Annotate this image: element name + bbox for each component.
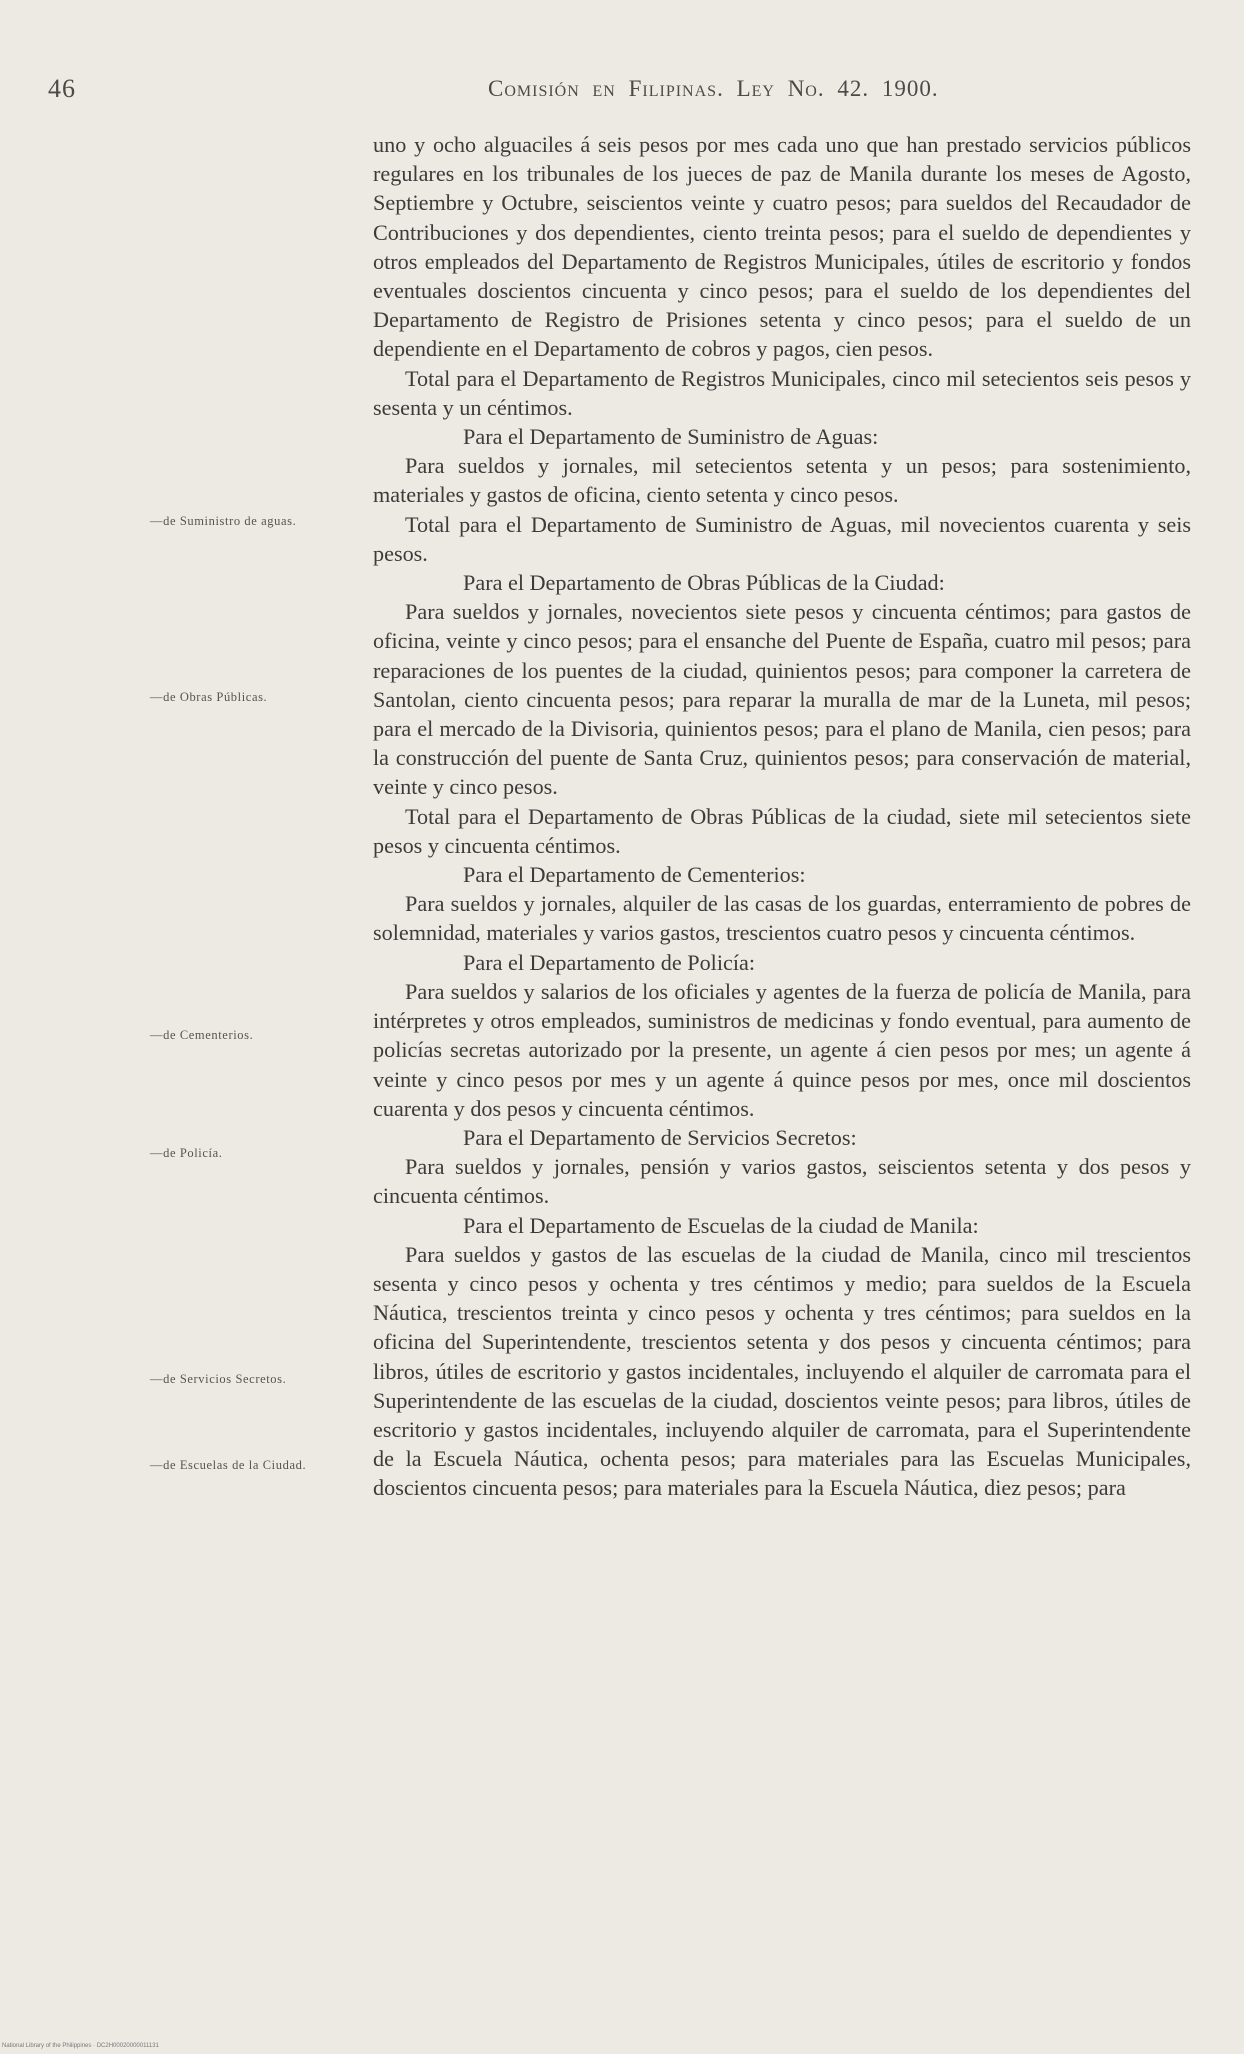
section-heading-escuelas: Para el Departamento de Escuelas de la ciudad de Manila:	[463, 1212, 979, 1238]
page-header	[48, 72, 1078, 112]
margin-note-cementerios: —de Cementerios.	[150, 1028, 254, 1042]
paragraph-total-registros: Total para el Departamento de Registros Municipales, cinco mil setecientos seis pesos y sesenta y un céntimos.	[373, 365, 1191, 420]
paragraph-continuation: uno y ocho alguaciles á seis pesos por mes cada uno que han prestado servicios públicos regulares en los tribunales de los jueces de paz de Manila durante los meses de Agosto, Septiembre y Octubre, seiscientos veinte y cuatro pesos; para sueldos del Recaudador de Contribuciones y dos dependientes, ciento treinta pesos; para el sueldo de dependientes y otros empleados del Departamento de Registros Municipales, útiles de escritorio y fondos eventuales doscientos cincuenta y cinco pesos; para el sueldo de los dependientes del Departamento de Registro de Prisiones setenta y cinco pesos; para el sueldo de un dependiente en el Departamento de cobros y pagos, cien pesos.	[373, 132, 1191, 362]
paragraph-total-aguas: Total para el Departamento de Suministro de Aguas, mil novecientos cuarenta y seis pesos.	[373, 511, 1191, 566]
margin-note-aguas: —de Suministro de aguas.	[150, 514, 297, 528]
running-head: Comisión en Filipinas. Ley No. 42. 1900.	[488, 76, 939, 101]
margin-note-servicios: —de Servicios Secretos.	[150, 1372, 287, 1386]
section-heading-policia: Para el Departamento de Policía:	[463, 949, 756, 975]
section-heading-cementerios: Para el Departamento de Cementerios:	[463, 862, 806, 888]
paragraph-cementerios: Para sueldos y jornales, alquiler de las casas de los guardas, enterramiento de pobres de solemnidad, materiales y varios gastos, trescientos cuatro pesos y cincuenta céntimos.	[373, 891, 1191, 946]
margin-note-policia: —de Policía.	[150, 1146, 223, 1160]
paragraph-escuelas: Para sueldos y gastos de las escuelas de la ciudad de Manila, cinco mil trescientos sesenta y cinco pesos y ochenta y tres céntimos y medio; para sueldos de la Escuela Náutica, trescientos treinta y cinco pesos y ochenta y tres céntimos; para sueldos en la oficina del Superintendente, trescientos setenta y dos pesos y cincuenta céntimos; para libros, útiles de escritorio y gastos incidentales, incluyendo el alquiler de carromata para el Superintendente de las escuelas de la ciudad, doscientos veinte pesos; para libros, útiles de escritorio y gastos incidentales, incluyendo alquiler de carromata, para el Superintendente de la Escuela Náutica, ochenta pesos; para materiales para las Escuelas Municipales, doscientos cincuenta pesos; para materiales para la Escuela Náutica, diez pesos; para	[373, 1241, 1191, 1501]
paragraph-servicios: Para sueldos y jornales, pensión y varios gastos, seiscientos setenta y dos pesos y cincuenta céntimos.	[373, 1154, 1191, 1209]
section-heading-aguas: Para el Departamento de Suministro de Aguas:	[463, 424, 879, 450]
section-heading-obras: Para el Departamento de Obras Públicas de la Ciudad:	[463, 570, 945, 596]
paragraph-aguas: Para sueldos y jornales, mil setecientos setenta y un pesos; para sostenimiento, materiales y gastos de oficina, ciento setenta y cinco pesos.	[373, 453, 1191, 508]
paragraph-policia: Para sueldos y salarios de los oficiales y agentes de la fuerza de policía de Manila, para intérpretes y otros empleados, suministros de medicinas y fondo eventual, para aumento de policías secretas autorizado por la presente, un agente á cien pesos por mes; un agente á veinte y cinco pesos por mes y un agente á quince pesos por mes, once mil doscientos cuarenta y dos pesos y cincuenta céntimos.	[373, 978, 1191, 1121]
margin-note-obras: —de Obras Públicas.	[150, 690, 268, 704]
paragraph-total-obras: Total para el Departamento de Obras Públicas de la ciudad, siete mil setecientos siete pesos y cincuenta céntimos.	[373, 803, 1191, 858]
footer-credit: National Library of the Philippines · DC2H00020000011131	[2, 2043, 159, 2049]
section-heading-servicios: Para el Departamento de Servicios Secretos:	[463, 1124, 857, 1150]
paragraph-obras: Para sueldos y jornales, novecientos siete pesos y cincuenta céntimos; para gastos de oficina, veinte y cinco pesos; para el ensanche del Puente de España, cuatro mil pesos; para reparaciones de los puentes de la ciudad, quinientos pesos; para componer la carretera de Santolan, ciento cincuenta pesos; para reparar la muralla de mar de la Luneta, mil pesos; para el mercado de la Divisoria, quinientos pesos; para el plano de Manila, cien pesos; para la construcción del puente de Santa Cruz, quinientos pesos; para conservación de material, veinte y cinco pesos.	[373, 599, 1191, 800]
margin-note-escuelas: —de Escuelas de la Ciudad.	[150, 1458, 307, 1472]
page-number: 46	[48, 74, 76, 103]
body-text	[373, 130, 1191, 1503]
